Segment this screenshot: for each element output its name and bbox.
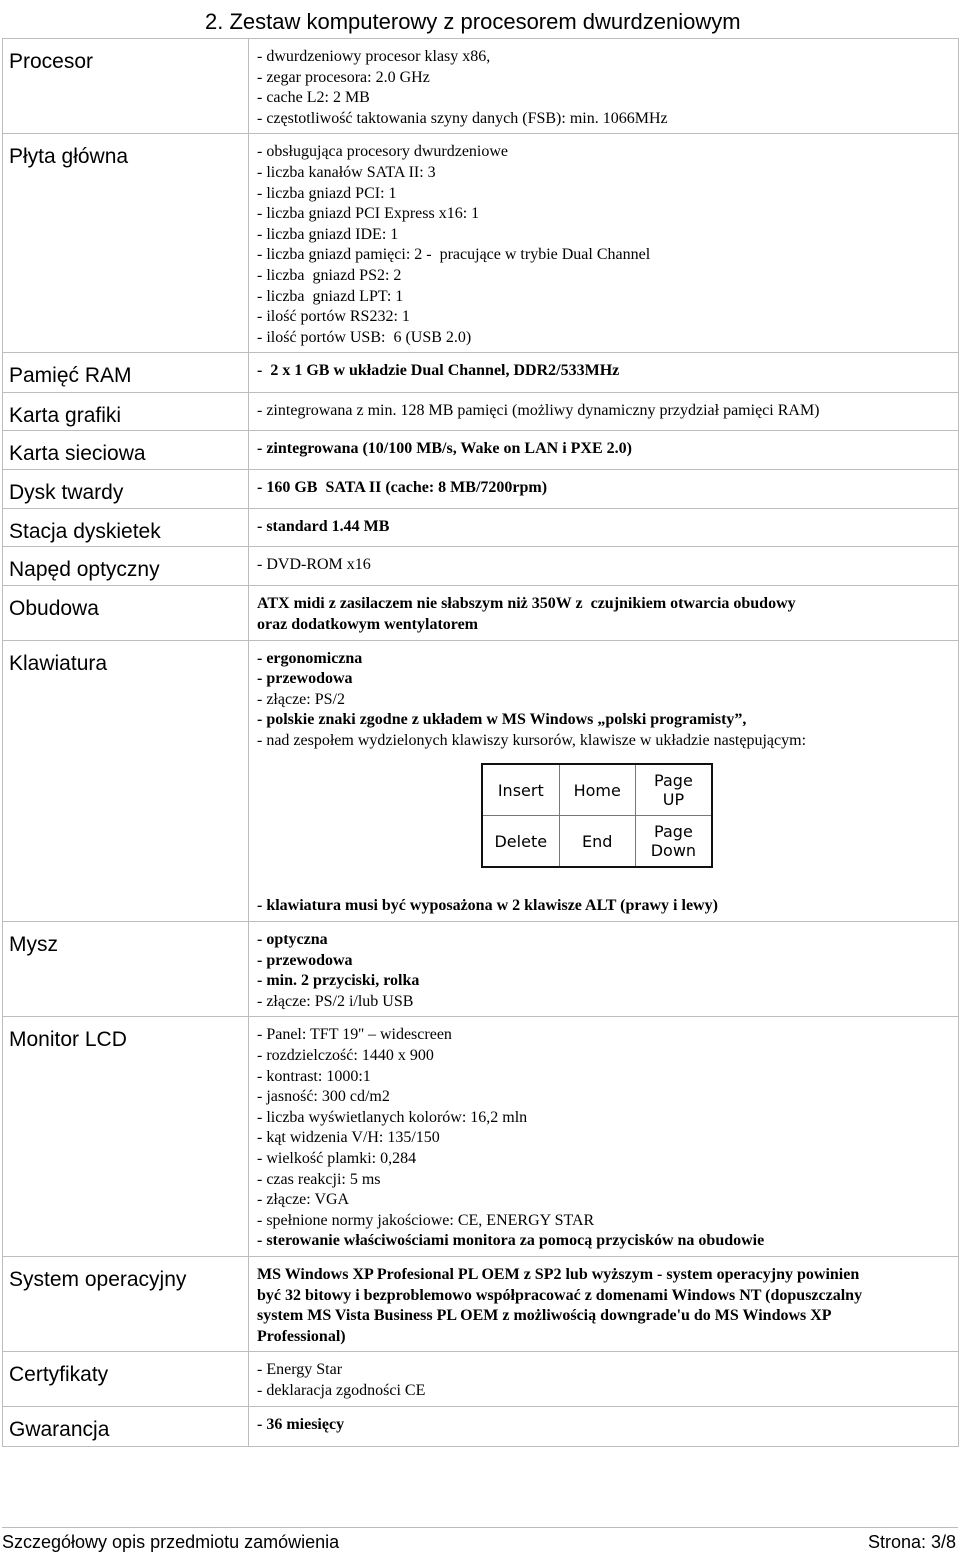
spec-line: - 160 GB SATA II (cache: 8 MB/7200rpm)	[257, 479, 548, 497]
spec-label: Dysk twardy	[3, 470, 249, 509]
keyboard-key: End	[559, 816, 635, 868]
spec-line: - liczba gniazd PS2: 2	[257, 266, 402, 284]
spec-line: - DVD-ROM x16	[257, 556, 371, 574]
spec-value	[249, 393, 959, 431]
spec-line: Professional)	[257, 1327, 346, 1345]
spec-line: - złącze: PS/2 i/lub USB	[257, 992, 414, 1010]
spec-row	[3, 39, 959, 134]
spec-table	[2, 38, 959, 1447]
spec-value	[249, 39, 959, 134]
spec-line: - liczba kanałów SATA II: 3	[257, 163, 436, 181]
spec-note: - klawiatura musi być wyposażona w 2 klawisze ALT (prawy i lewy)	[257, 897, 718, 915]
spec-line: - cache L2: 2 MB	[257, 89, 370, 107]
spec-line: - wielkość plamki: 0,284	[257, 1150, 417, 1167]
spec-row	[3, 1017, 959, 1257]
spec-label: Stacja dyskietek	[3, 509, 249, 547]
spec-label: Klawiatura	[3, 640, 249, 922]
spec-line: - złącze: PS/2	[257, 690, 345, 708]
spec-value	[249, 431, 959, 470]
spec-line: - nad zespołem wydzielonych klawiszy kursorów, klawisze w układzie następującym:	[257, 731, 807, 749]
spec-value	[249, 509, 959, 547]
spec-line: - liczba gniazd LPT: 1	[257, 287, 404, 305]
spec-line: oraz dodatkowym wentylatorem	[257, 615, 479, 633]
spec-line: - częstotliwość taktowania szyny danych (FSB): min. 1066MHz	[257, 109, 668, 127]
spec-value	[249, 1017, 959, 1257]
keyboard-key: Home	[559, 764, 635, 816]
spec-label: Mysz	[3, 922, 249, 1017]
spec-row	[3, 1352, 959, 1406]
spec-line: - dwurdzeniowy procesor klasy x86,	[257, 48, 491, 65]
spec-line: - ilość portów USB: 6 (USB 2.0)	[257, 328, 472, 346]
spec-row	[3, 509, 959, 547]
spec-row	[3, 586, 959, 640]
keyboard-key: Insert	[482, 764, 559, 816]
spec-value	[249, 1256, 959, 1351]
spec-line: - jasność: 300 cd/m2	[257, 1088, 390, 1106]
spec-line: - liczba wyświetlanych kolorów: 16,2 mln	[257, 1108, 528, 1126]
spec-line: - 2 x 1 GB w układzie Dual Channel, DDR2/533MHz	[257, 362, 620, 380]
spec-label: Gwarancja	[3, 1406, 249, 1446]
spec-label: Monitor LCD	[3, 1017, 249, 1257]
spec-line: - liczba gniazd PCI: 1	[257, 184, 397, 202]
spec-line: - deklaracja zgodności CE	[257, 1381, 426, 1399]
footer-divider	[2, 1527, 958, 1528]
spec-row	[3, 353, 959, 393]
section-heading: 2. Zestaw komputerowy z procesorem dwurdzeniowym	[205, 9, 741, 34]
spec-line: - sterowanie właściwościami monitora za pomocą przycisków na obudowie	[257, 1232, 765, 1250]
spec-line: - optyczna	[257, 931, 328, 949]
spec-line: - przewodowa	[257, 670, 353, 688]
footer-title: Szczegółowy opis przedmiotu zamówienia	[2, 1532, 340, 1552]
spec-line: MS Windows XP Profesional PL OEM z SP2 lub wyższym - system operacyjny powinien	[257, 1265, 860, 1283]
spec-line: - polskie znaki zgodne z układem w MS Windows „polski programisty”,	[257, 711, 747, 729]
spec-row	[3, 1256, 959, 1351]
spec-label: Procesor	[3, 39, 249, 134]
spec-line: - spełnione normy jakościowe: CE, ENERGY STAR	[257, 1211, 595, 1229]
spec-row	[3, 431, 959, 470]
spec-value	[249, 134, 959, 353]
spec-label: Napęd optyczny	[3, 547, 249, 586]
spec-line: - 36 miesięcy	[257, 1415, 345, 1433]
spec-line: - przewodowa	[257, 951, 353, 969]
spec-value	[249, 1352, 959, 1406]
page-number: Strona: 3/8	[867, 1532, 956, 1552]
spec-value	[249, 922, 959, 1017]
spec-line: - liczba gniazd pamięci: 2 - pracujące w trybie Dual Channel	[257, 246, 651, 264]
spec-row	[3, 134, 959, 353]
spec-line: - zegar procesora: 2.0 GHz	[257, 68, 430, 86]
spec-value	[249, 470, 959, 509]
spec-row	[3, 640, 959, 922]
spec-line: - ergonomiczna	[257, 649, 363, 667]
spec-value	[249, 640, 959, 922]
spec-line: - Energy Star	[257, 1361, 343, 1379]
spec-line: - ilość portów RS232: 1	[257, 308, 410, 326]
spec-label: Karta sieciowa	[3, 431, 249, 470]
spec-line: - rozdzielczość: 1440 x 900	[257, 1047, 434, 1065]
spec-row	[3, 1406, 959, 1446]
spec-line: - liczba gniazd IDE: 1	[257, 225, 399, 243]
spec-line: - czas reakcji: 5 ms	[257, 1170, 381, 1188]
keyboard-key: Page UP	[635, 764, 712, 816]
spec-line: - obsługująca procesory dwurdzeniowe	[257, 143, 509, 161]
key-layout-diagram	[481, 763, 713, 868]
spec-line: być 32 bitowy i bezproblemowo współpracować z domenami Windows NT (dopuszczalny	[257, 1286, 863, 1304]
spec-line: - kąt widzenia V/H: 135/150	[257, 1129, 440, 1147]
spec-line: ATX midi z zasilaczem nie słabszym niż 350W z czujnikiem otwarcia obudowy	[257, 595, 796, 613]
spec-line: - zintegrowana z min. 128 MB pamięci (możliwy dynamiczny przydział pamięci RAM)	[257, 402, 820, 420]
spec-value	[249, 1406, 959, 1446]
spec-line: - zintegrowana (10/100 MB/s, Wake on LAN i PXE 2.0)	[257, 440, 632, 458]
spec-label: Płyta główna	[3, 134, 249, 353]
spec-line: - min. 2 przyciski, rolka	[257, 972, 420, 990]
keyboard-key: Delete	[482, 816, 559, 868]
spec-label: Karta grafiki	[3, 393, 249, 431]
spec-line: - złącze: VGA	[257, 1191, 350, 1209]
spec-line: - Panel: TFT 19'' – widescreen	[257, 1026, 452, 1044]
keyboard-key: Page Down	[635, 816, 712, 868]
spec-row	[3, 547, 959, 586]
spec-label: Certyfikaty	[3, 1352, 249, 1406]
spec-line: system MS Vista Business PL OEM z możliwością downgrade'u do MS Windows XP	[257, 1307, 832, 1325]
spec-label: Obudowa	[3, 586, 249, 640]
spec-line: - kontrast: 1000:1	[257, 1067, 371, 1085]
spec-label: Pamięć RAM	[3, 353, 249, 393]
spec-label: System operacyjny	[3, 1256, 249, 1351]
spec-value	[249, 586, 959, 640]
spec-value	[249, 547, 959, 586]
spec-row	[3, 393, 959, 431]
spec-value	[249, 353, 959, 393]
spec-row	[3, 922, 959, 1017]
spec-line: - standard 1.44 MB	[257, 518, 390, 536]
spec-line: - liczba gniazd PCI Express x16: 1	[257, 205, 480, 223]
spec-row	[3, 470, 959, 509]
